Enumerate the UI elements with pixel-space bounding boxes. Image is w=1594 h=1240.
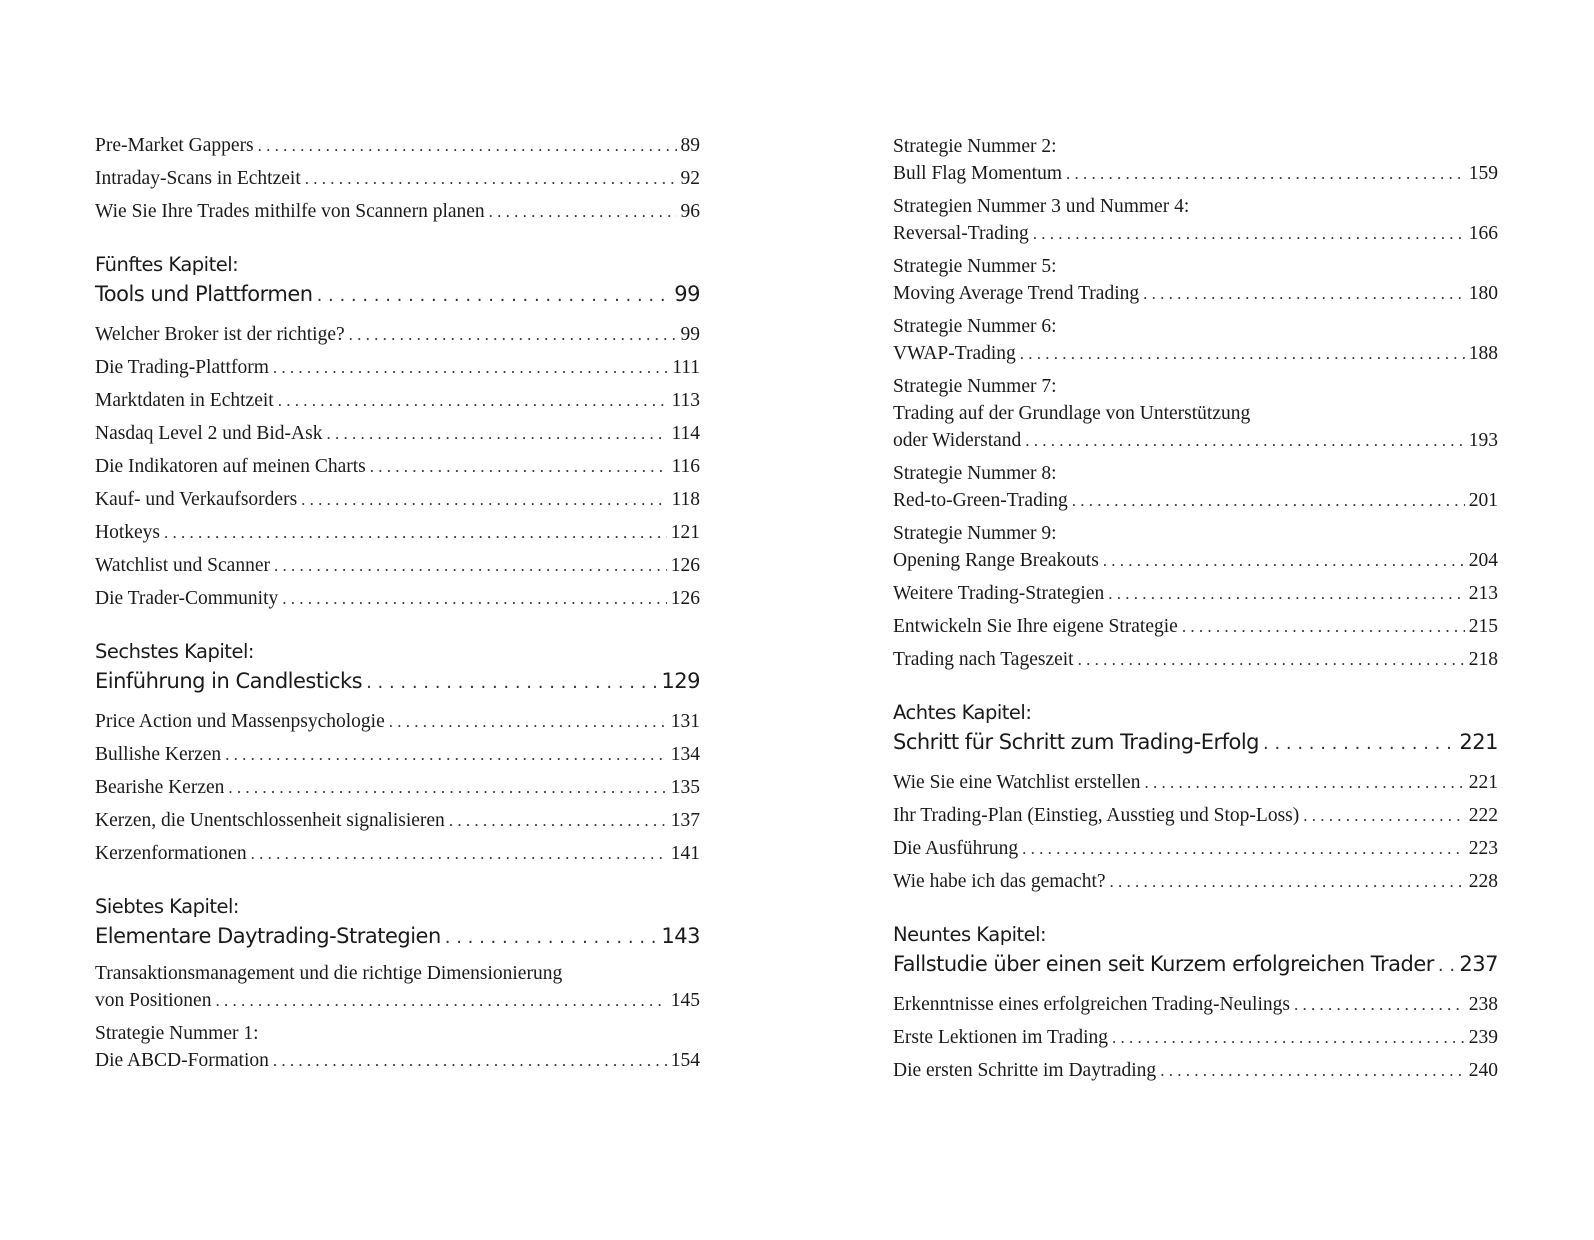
leader-dots (1066, 160, 1465, 187)
toc-entry-title: von Positionen (95, 990, 212, 1011)
leader-dots (258, 129, 677, 162)
toc-entry[interactable] (893, 193, 1498, 247)
leader-dots (1263, 728, 1455, 759)
leader-dots (164, 516, 667, 549)
leader-dots (1144, 766, 1464, 799)
leader-dots (1020, 340, 1465, 367)
leader-dots (1072, 487, 1465, 514)
toc-entry[interactable] (95, 384, 700, 417)
leader-dots (1143, 280, 1465, 307)
chapter-page: 143 (661, 924, 700, 948)
leader-dots (366, 667, 657, 698)
toc-entry-title: Hotkeys (95, 522, 160, 543)
toc-entry-page: 118 (671, 489, 700, 510)
leader-dots (1108, 577, 1464, 610)
chapter-page: 129 (661, 669, 700, 693)
leader-dots (278, 384, 668, 417)
toc-entry-title: Die ersten Schritte im Daytrading (893, 1060, 1157, 1081)
toc-entry-title: Kauf- und Verkaufsorders (95, 489, 298, 510)
toc-entry[interactable] (95, 771, 700, 804)
toc-entry[interactable] (893, 766, 1498, 799)
toc-entry[interactable] (95, 195, 700, 228)
leader-dots (215, 987, 666, 1014)
toc-entry-title: oder Widerstand (893, 430, 1022, 451)
toc-entry-title: Kerzenformationen (95, 843, 247, 864)
leader-dots (251, 837, 667, 870)
toc-entry-page: 134 (670, 744, 700, 765)
toc-entry[interactable] (95, 417, 700, 450)
chapter-label: Sechstes Kapitel: (95, 640, 254, 663)
toc-entry-title: Kerzen, die Unentschlossenheit signalisieren (95, 810, 445, 831)
toc-entry-title: Weitere Trading-Strategien (893, 583, 1105, 604)
toc-entry-page: 223 (1468, 838, 1498, 859)
toc-entry-title: Die Trader-Community (95, 588, 279, 609)
toc-entry[interactable] (893, 460, 1498, 514)
toc-entry[interactable] (95, 450, 700, 483)
leader-dots (274, 549, 667, 582)
toc-entry[interactable] (95, 351, 700, 384)
toc-entry-page: 126 (670, 588, 700, 609)
leader-dots (445, 922, 658, 953)
toc-entry[interactable] (95, 483, 700, 516)
leader-dots (225, 738, 667, 771)
leader-dots (1438, 950, 1456, 981)
toc-entry-title: Die ABCD-Formation (95, 1050, 269, 1071)
chapter-heading[interactable] (893, 920, 1498, 980)
toc-entry-page: 159 (1468, 163, 1498, 184)
chapter-page: 221 (1459, 730, 1498, 754)
toc-entry[interactable] (893, 832, 1498, 865)
toc-entry-line: Strategie Nummer 8: (893, 463, 1057, 484)
toc-entry-title: Pre-Market Gappers (95, 135, 254, 156)
toc-entry[interactable] (893, 253, 1498, 307)
toc-entry[interactable] (95, 837, 700, 870)
toc-entry-page: 96 (680, 201, 700, 222)
toc-entry[interactable] (893, 799, 1498, 832)
toc-entry-page: 116 (671, 456, 700, 477)
leader-dots (273, 351, 668, 384)
leader-dots (273, 1047, 667, 1074)
toc-entry-title: Die Indikatoren auf meinen Charts (95, 456, 366, 477)
leader-dots (1182, 610, 1465, 643)
leader-dots (370, 450, 668, 483)
toc-entry-page: 111 (672, 357, 700, 378)
toc-entry-page: 99 (680, 324, 700, 345)
leader-dots (282, 582, 667, 615)
chapter-heading[interactable] (95, 250, 700, 310)
toc-entry-page: 238 (1468, 994, 1498, 1015)
chapter-title: Elementare Daytrading-Strategien (95, 924, 441, 948)
toc-entry[interactable] (95, 582, 700, 615)
leader-dots (326, 417, 667, 450)
toc-entry[interactable] (95, 549, 700, 582)
toc-entry-title: Erkenntnisse eines erfolgreichen Trading-Neulings (893, 994, 1290, 1015)
chapter-title: Tools und Plattformen (95, 282, 313, 306)
toc-entry-page: 204 (1468, 550, 1498, 571)
toc-entry-title: Trading nach Tageszeit (893, 649, 1074, 670)
toc-entry[interactable] (95, 318, 700, 351)
left-page (95, 0, 700, 1240)
toc-entry-title: Nasdaq Level 2 und Bid-Ask (95, 423, 323, 444)
toc-entry[interactable] (95, 1020, 700, 1074)
toc-entry-page: 222 (1468, 805, 1498, 826)
toc-entry-line: Strategie Nummer 7: (893, 376, 1057, 397)
chapter-title: Einführung in Candlesticks (95, 669, 363, 693)
toc-entry-page: 135 (670, 777, 700, 798)
toc-entry-page: 89 (680, 135, 700, 156)
toc-entry[interactable] (95, 804, 700, 837)
leader-dots (449, 804, 667, 837)
toc-entry-page: 145 (670, 990, 700, 1011)
chapter-title: Fallstudie über einen seit Kurzem erfolgreichen Trader (893, 952, 1434, 976)
toc-entry-title: Die Ausführung (893, 838, 1019, 859)
toc-entry-title: Welcher Broker ist der richtige? (95, 324, 345, 345)
toc-entry[interactable] (893, 643, 1498, 676)
toc-entry-title: Ihr Trading-Plan (Einstieg, Ausstieg und Stop-Loss) (893, 805, 1300, 826)
toc-entry-page: 126 (670, 555, 700, 576)
toc-entry-title: Price Action und Massenpsychologie (95, 711, 385, 732)
toc-entry-title: Opening Range Breakouts (893, 550, 1099, 571)
toc-entry-line: Strategie Nummer 9: (893, 523, 1057, 544)
toc-entry-page: 166 (1468, 223, 1498, 244)
chapter-heading[interactable] (95, 637, 700, 697)
toc-entry-title: Wie Sie eine Watchlist erstellen (893, 772, 1141, 793)
toc-entry-page: 121 (670, 522, 700, 543)
toc-entry-page: 193 (1468, 430, 1498, 451)
leader-dots (1303, 799, 1464, 832)
toc-entry-page: 240 (1468, 1060, 1498, 1081)
toc-entry[interactable] (95, 705, 700, 738)
toc-entry-page: 141 (670, 843, 700, 864)
toc-entry-title: Intraday-Scans in Echtzeit (95, 168, 301, 189)
toc-entry[interactable] (893, 1054, 1498, 1087)
toc-entry[interactable] (893, 610, 1498, 643)
toc-entry-title: Entwickeln Sie Ihre eigene Strategie (893, 616, 1178, 637)
toc-entry[interactable] (95, 516, 700, 549)
toc-entry-line: Strategie Nummer 2: (893, 136, 1057, 157)
toc-entry-page: 113 (671, 390, 700, 411)
toc-entry-page: 154 (670, 1050, 700, 1071)
toc-entry-title: VWAP-Trading (893, 343, 1016, 364)
leader-dots (1110, 865, 1465, 898)
toc-entry[interactable] (893, 313, 1498, 367)
toc-entry-page: 188 (1468, 343, 1498, 364)
leader-dots (228, 771, 666, 804)
leader-dots (1103, 547, 1465, 574)
toc-entry-title: Bearishe Kerzen (95, 777, 225, 798)
toc-entry[interactable] (893, 520, 1498, 574)
toc-entry-page: 201 (1468, 490, 1498, 511)
toc-entry-title: Die Trading-Plattform (95, 357, 269, 378)
toc-entry-title: Bullishe Kerzen (95, 744, 222, 765)
toc-entry[interactable] (95, 738, 700, 771)
leader-dots (317, 280, 671, 311)
toc-entry-page: 228 (1468, 871, 1498, 892)
toc-entry[interactable] (893, 1021, 1498, 1054)
leader-dots (389, 705, 667, 738)
toc-entry-title: Marktdaten in Echtzeit (95, 390, 274, 411)
toc-entry-page: 213 (1468, 583, 1498, 604)
toc-entry-page: 239 (1468, 1027, 1498, 1048)
right-page (893, 0, 1498, 1240)
toc-entry[interactable] (893, 865, 1498, 898)
toc-entry-line: Strategie Nummer 6: (893, 316, 1057, 337)
chapter-label: Siebtes Kapitel: (95, 895, 239, 918)
toc-entry[interactable] (893, 373, 1498, 454)
toc-entry[interactable] (95, 960, 700, 1014)
leader-dots (349, 318, 677, 351)
chapter-title: Schritt für Schritt zum Trading-Erfolg (893, 730, 1260, 754)
toc-entry-page: 137 (670, 810, 700, 831)
leader-dots (489, 195, 677, 228)
toc-entry-page: 215 (1468, 616, 1498, 637)
toc-entry-line: Transaktionsmanagement und die richtige Dimensionierung (95, 963, 563, 984)
toc-entry-title: Watchlist und Scanner (95, 555, 270, 576)
toc-entry-title: Wie Sie Ihre Trades mithilfe von Scannern planen (95, 201, 485, 222)
toc-entry-page: 92 (680, 168, 700, 189)
toc-entry[interactable] (95, 129, 700, 162)
leader-dots (1025, 427, 1464, 454)
leader-dots (1078, 643, 1465, 676)
chapter-heading[interactable] (95, 892, 700, 952)
leader-dots (305, 162, 677, 195)
toc-entry[interactable] (95, 162, 700, 195)
toc-entry-line: Strategien Nummer 3 und Nummer 4: (893, 196, 1190, 217)
toc-entry[interactable] (893, 988, 1498, 1021)
toc-entry-title: Reversal-Trading (893, 223, 1029, 244)
toc-entry-line: Trading auf der Grundlage von Unterstützung (893, 403, 1251, 424)
toc-entry-title: Erste Lektionen im Trading (893, 1027, 1109, 1048)
chapter-page: 237 (1459, 952, 1498, 976)
toc-entry[interactable] (893, 133, 1498, 187)
toc-entry[interactable] (893, 577, 1498, 610)
chapter-label: Achtes Kapitel: (893, 701, 1032, 724)
leader-dots (1294, 988, 1465, 1021)
leader-dots (301, 483, 667, 516)
toc-entry-page: 218 (1468, 649, 1498, 670)
toc-entry-title: Moving Average Trend Trading (893, 283, 1140, 304)
toc-entry-line: Strategie Nummer 5: (893, 256, 1057, 277)
toc-entry-title: Red-to-Green-Trading (893, 490, 1068, 511)
chapter-label: Fünftes Kapitel: (95, 253, 239, 276)
chapter-page: 99 (674, 282, 700, 306)
leader-dots (1022, 832, 1465, 865)
leader-dots (1112, 1021, 1465, 1054)
leader-dots (1160, 1054, 1465, 1087)
toc-entry-line: Strategie Nummer 1: (95, 1023, 259, 1044)
chapter-label: Neuntes Kapitel: (893, 923, 1047, 946)
toc-entry-title: Bull Flag Momentum (893, 163, 1063, 184)
toc-entry-page: 221 (1468, 772, 1498, 793)
toc-entry-page: 180 (1468, 283, 1498, 304)
toc-entry-page: 131 (670, 711, 700, 732)
leader-dots (1033, 220, 1465, 247)
toc-entry-title: Wie habe ich das gemacht? (893, 871, 1106, 892)
chapter-heading[interactable] (893, 698, 1498, 758)
toc-entry-page: 114 (671, 423, 700, 444)
